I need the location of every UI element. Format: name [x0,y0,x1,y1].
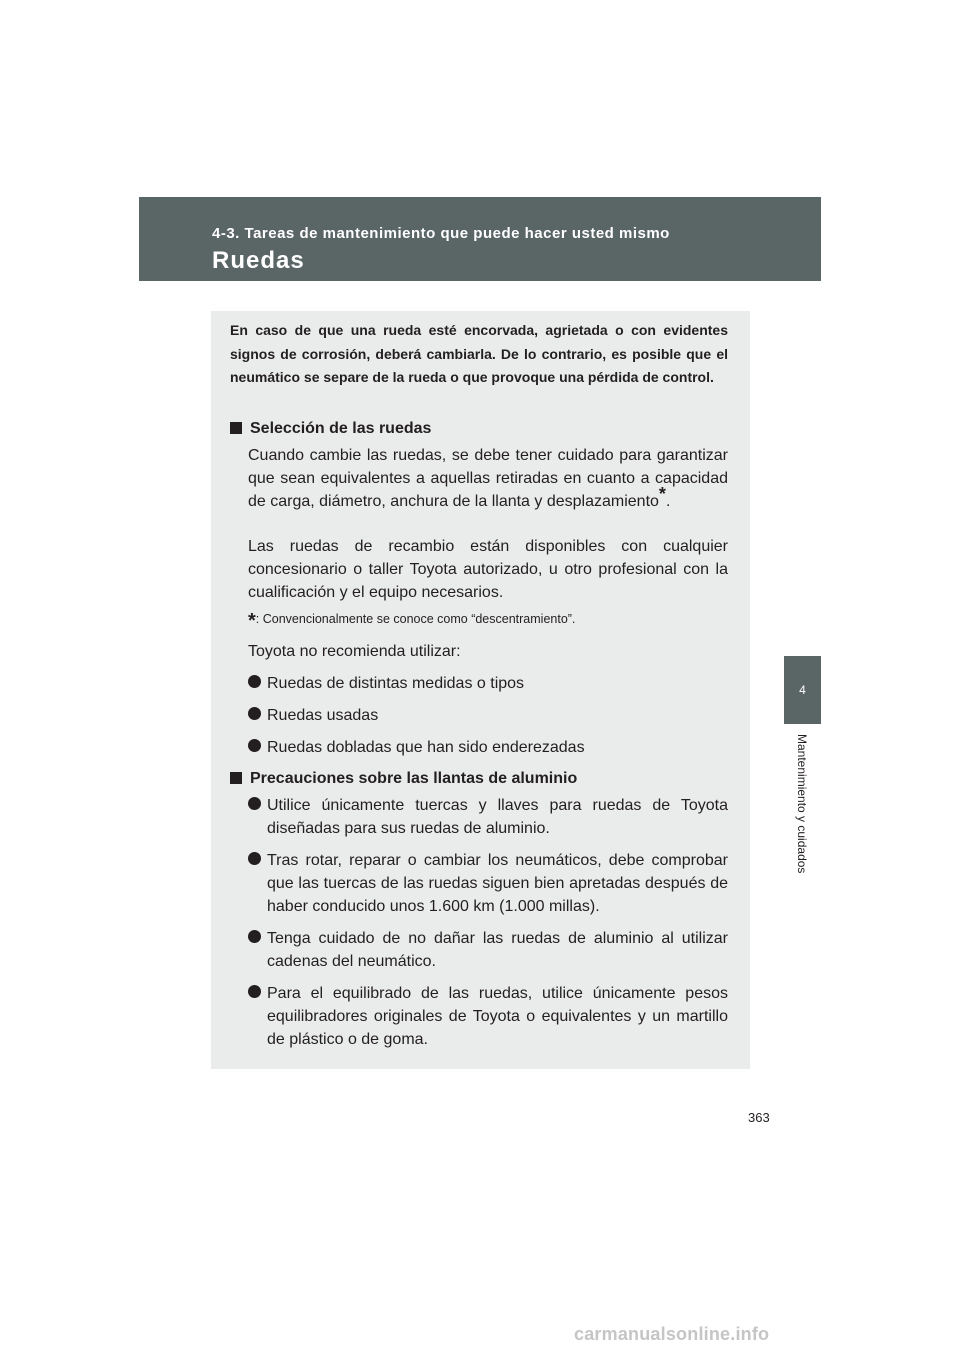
list-item [248,794,728,840]
list-item-text: Utilice únicamente tuercas y llaves para ruedas de Toyota diseñadas para sus ruedas de aluminio. [267,797,728,837]
bullet-icon [248,985,261,998]
heading-seleccion-label: Selección de las ruedas [250,420,432,437]
list-item-text: Ruedas dobladas que han sido enderezadas [267,739,585,756]
paragraph-seleccion-1 [248,444,728,513]
section-title: 4-3. Tareas de mantenimiento que puede hacer usted mismo [212,225,670,242]
footnote-star: * [248,610,256,632]
list-item-text: Ruedas de distintas medidas o tipos [267,675,525,692]
list-item-text: Tras rotar, reparar o cambiar los neumáticos, debe comprobar que las tuercas de las ruedas siguen bien apretadas después de haber conducido unos 1.600 km (1.000 millas). [267,852,728,915]
page-number: 363 [748,1110,770,1125]
page-header [139,197,821,281]
footnote-marker: * [658,484,666,504]
list-item [248,704,728,727]
bullet-icon [248,739,261,752]
not-recommended-text: Toyota no recomienda utilizar: [248,643,461,660]
list-item-text: Tenga cuidado de no dañar las ruedas de aluminio al utilizar cadenas del neumático. [267,930,728,970]
square-bullet-icon [230,422,242,434]
list-item-text: Para el equilibrado de las ruedas, utilice únicamente pesos equilibradores originales de Toyota o equivalentes y un martillo de plástico o de goma. [267,985,728,1048]
bullet-icon [248,797,261,810]
footnote-text: : Convencionalmente se conoce como “descentramiento”. [255,612,576,626]
chapter-name: Mantenimiento y cuidados [795,734,809,874]
bullet-icon [248,675,261,688]
content-box [211,311,750,1069]
bullet-icon [248,707,261,720]
heading-precauciones-label: Precauciones sobre las llantas de aluminio [250,770,578,787]
footnote [248,610,728,633]
list-item [248,927,728,973]
page-title: Ruedas [212,247,305,274]
paragraph-seleccion-2: Las ruedas de recambio están disponibles con cualquier concesionario o taller Toyota autorizado, u otro profesional con la cualificación y el equipo necesarios. [248,538,728,601]
bullet-icon [248,852,261,865]
intro-text: En caso de que una rueda esté encorvada, agrietada o con evidentes signos de corrosión, deberá cambiarla. De lo contrario, es posible que el neumático se separe de la rueda o que provoque una pérdida de control. [230,322,728,385]
heading-precauciones [230,770,577,788]
list-item [248,672,728,695]
bullet-icon [248,930,261,943]
list-item [248,982,728,1051]
list-item [248,849,728,918]
paragraph-seleccion-1-text: Cuando cambie las ruedas, se debe tener cuidado para garantizar que sean equivalentes a aquellas retiradas en cuanto a capacidad de carga, diámetro, anchura de la llanta y desplazamiento [248,447,728,510]
chapter-tab: 4 [784,656,821,724]
paragraph-seleccion-1-end: . [665,493,671,510]
square-bullet-icon [230,772,242,784]
list-item-text: Ruedas usadas [267,707,379,724]
heading-seleccion [230,420,431,438]
list-item [248,736,728,759]
watermark: carmanualsonline.info [574,1324,770,1344]
